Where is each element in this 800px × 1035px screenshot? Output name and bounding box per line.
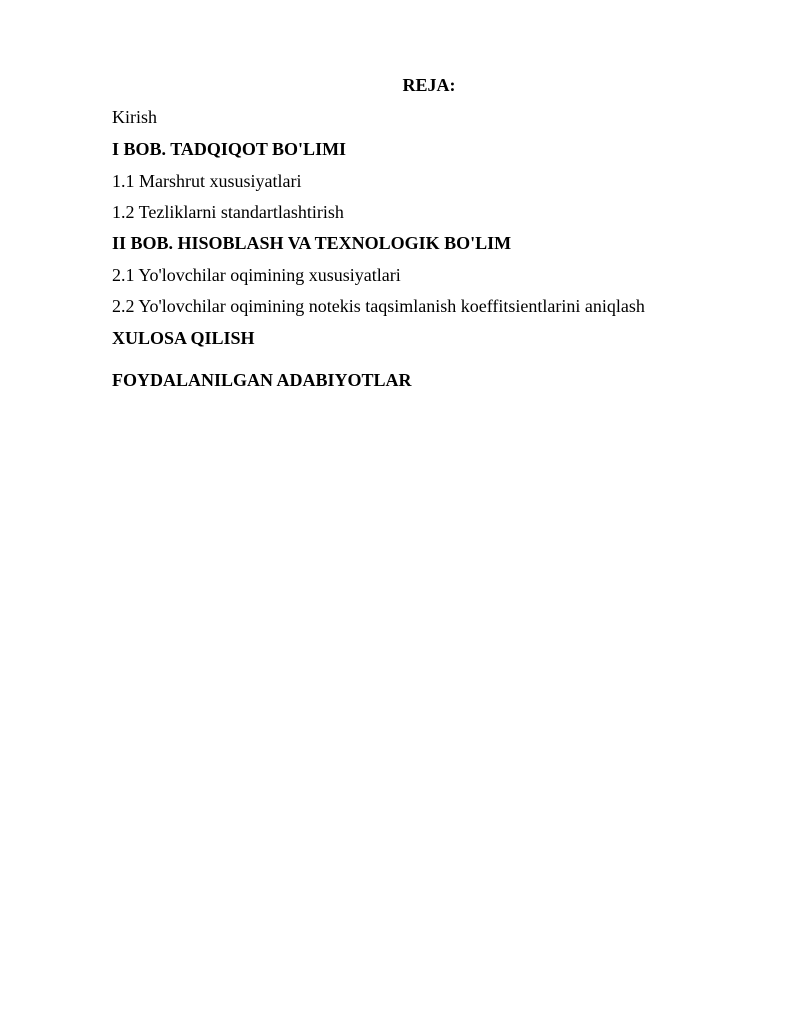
toc-item-1-2: 1.2 Tezliklarni standartlashtirish xyxy=(112,202,344,222)
toc-item-1-1: 1.1 Marshrut xususiyatlari xyxy=(112,171,302,191)
toc-item-2-2: 2.2 Yo'lovchilar oqimining notekis taqsimlanish koeffitsientlarini aniqlash xyxy=(112,296,645,316)
toc-references-heading: FOYDALANILGAN ADABIYOTLAR xyxy=(112,370,412,390)
toc-chapter-2-heading: II BOB. HISOBLASH VA TEXNOLOGIK BO'LIM xyxy=(112,233,512,253)
toc-chapter-1-heading: I BOB. TADQIQOT BO'LIMI xyxy=(112,139,347,159)
page-title: REJA: xyxy=(402,75,456,95)
toc-item-introduction: Kirish xyxy=(112,107,157,127)
toc-conclusion-heading: XULOSA QILISH xyxy=(112,328,255,348)
toc-item-2-1: 2.1 Yo'lovchilar oqimining xususiyatlari xyxy=(112,265,401,285)
